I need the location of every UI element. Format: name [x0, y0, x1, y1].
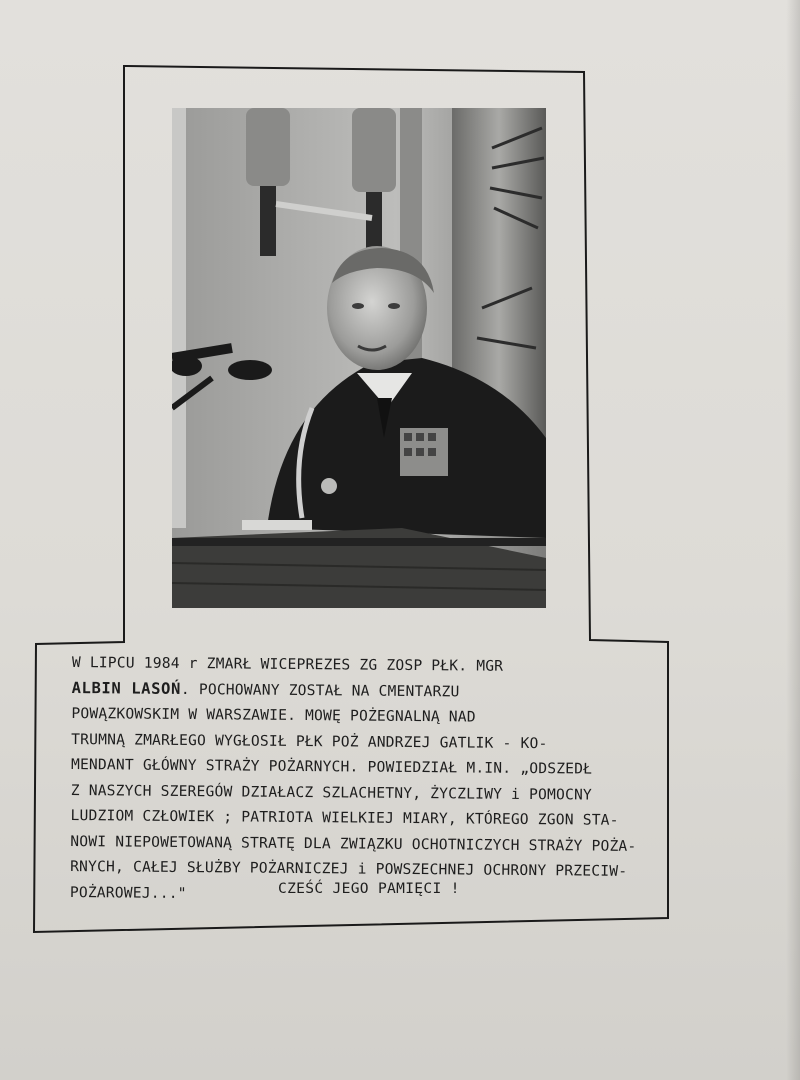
closing-remembrance: CZEŚĆ JEGO PAMIĘCI ! [278, 880, 460, 897]
caption-line: Z NASZYCH SZEREGÓW DZIAŁACZ SZLACHETNY, ŻYCZLIWY i POMOCNY [70, 781, 593, 804]
caption-line: POWĄZKOWSKIM W WARSZAWIE. MOWĘ POŻEGNALNĄ NAD [71, 704, 476, 726]
caption-line: MENDANT GŁÓWNY STRAŻY POŻARNYCH. POWIEDZIAŁ M.IN. „ODSZEDŁ [70, 755, 593, 778]
caption-text: . POCHOWANY ZOSTAŁ NA CMENTARZU [180, 680, 460, 700]
portrait-photo [172, 108, 546, 608]
caption-line: W LIPCU 1984 r ZMARŁ WICEPREZES ZG ZOSP PŁK. MGR [71, 653, 504, 675]
photo-image [172, 108, 546, 608]
caption-line: RNYCH, CAŁEJ SŁUŻBY POŻARNICZEJ i POWSZECHNEJ OCHRONY PRZECIW- [70, 857, 628, 880]
caption-line: TRUMNĄ ZMARŁEGO WYGŁOSIŁ PŁK POŻ ANDRZEJ GATLIK - KO- [71, 730, 548, 752]
caption-line: LUDZIOM CZŁOWIEK ; PATRIOTA WIELKIEJ MIARY, KTÓREGO ZGON STA- [70, 806, 619, 829]
caption-line: POŻAROWEJ..." [69, 883, 187, 902]
caption-line: NOWI NIEPOWETOWANĄ STRATĘ DLA ZWIĄZKU OCHOTNICZYCH STRAŻY POŻA- [70, 832, 637, 855]
memorial-caption [70, 650, 652, 910]
deceased-name: ALBIN LASOŃ [71, 678, 181, 698]
